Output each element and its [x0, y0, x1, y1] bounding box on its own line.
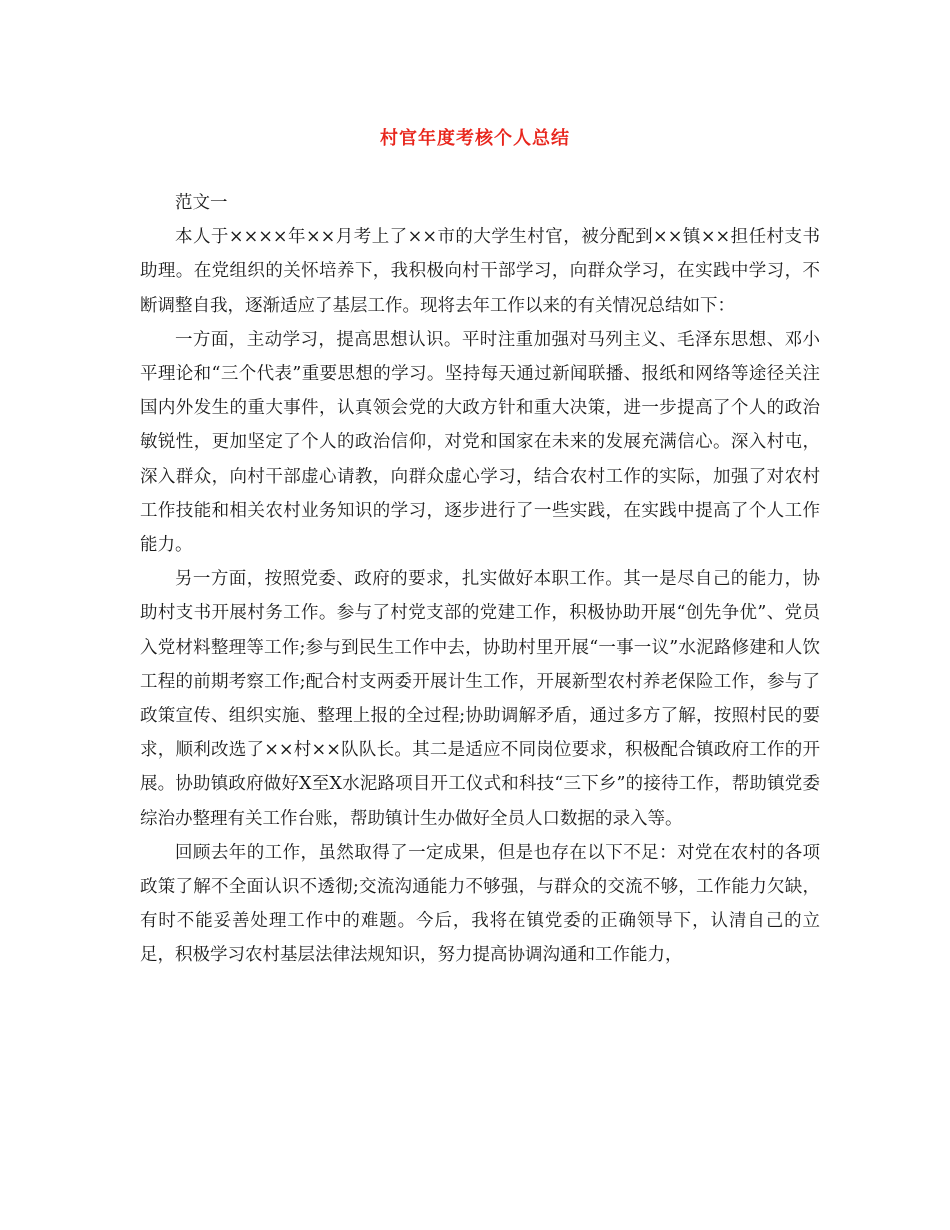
paragraph-work: 另一方面，按照党委、政府的要求，扎实做好本职工作。其一是尽自己的能力，协助村支书开展村务工作。参与了村党支部的党建工作，积极协助开展“创先争优”、党员入党材料整理等工作;参与到民生工作中去，协助村里开展“一事一议”水泥路修建和人饮工程的前期考察工作;配合村支两委开展计生工作，开展新型农村养老保险工作，参与了政策宣传、组织实施、整理上报的全过程;协助调解矛盾，通过多方了解，按照村民的要求，顺利改选了××村××队队长。其二是适应不同岗位要求，积极配合镇政府工作的开展。协助镇政府做好X至X水泥路项目开工仪式和科技“三下乡”的接待工作，帮助镇党委综治办整理有关工作台账，帮助镇计生办做好全员人口数据的录入等。: [140, 569, 820, 829]
document-body: [140, 186, 820, 973]
paragraph-intro: 本人于××××年××月考上了××市的大学生村官，被分配到××镇××担任村支书助理。在党组织的关怀培养下，我积极向村干部学习，向群众学习，在实践中学习，不断调整自我，逐渐适应了基层工作。现将去年工作以来的有关情况总结如下：: [140, 227, 820, 316]
paragraph-study: 一方面，主动学习，提高思想认识。平时注重加强对马列主义、毛泽东思想、邓小平理论和“三个代表”重要思想的学习。坚持每天通过新闻联播、报纸和网络等途径关注国内外发生的重大事件，认真领会党的大政方针和重大决策，进一步提高了个人的政治敏锐性，更加坚定了个人的政治信仰，对党和国家在未来的发展充满信心。深入村屯，深入群众，向村干部虚心请教，向群众虚心学习，结合农村工作的实际，加强了对农村工作技能和相关农村业务知识的学习，逐步进行了一些实践，在实践中提高了个人工作能力。: [140, 329, 820, 556]
document-title: 村官年度考核个人总结: [380, 128, 570, 149]
paragraph-review: 回顾去年的工作，虽然取得了一定成果，但是也存在以下不足：对党在农村的各项政策了解不全面认识不透彻;交流沟通能力不够强，与群众的交流不够，工作能力欠缺，有时不能妥善处理工作中的难题。今后，我将在镇党委的正确领导下，认清自己的立足，积极学习农村基层法律法规知识，努力提高协调沟通和工作能力，: [140, 842, 820, 966]
section-label: 范文一: [175, 193, 228, 213]
